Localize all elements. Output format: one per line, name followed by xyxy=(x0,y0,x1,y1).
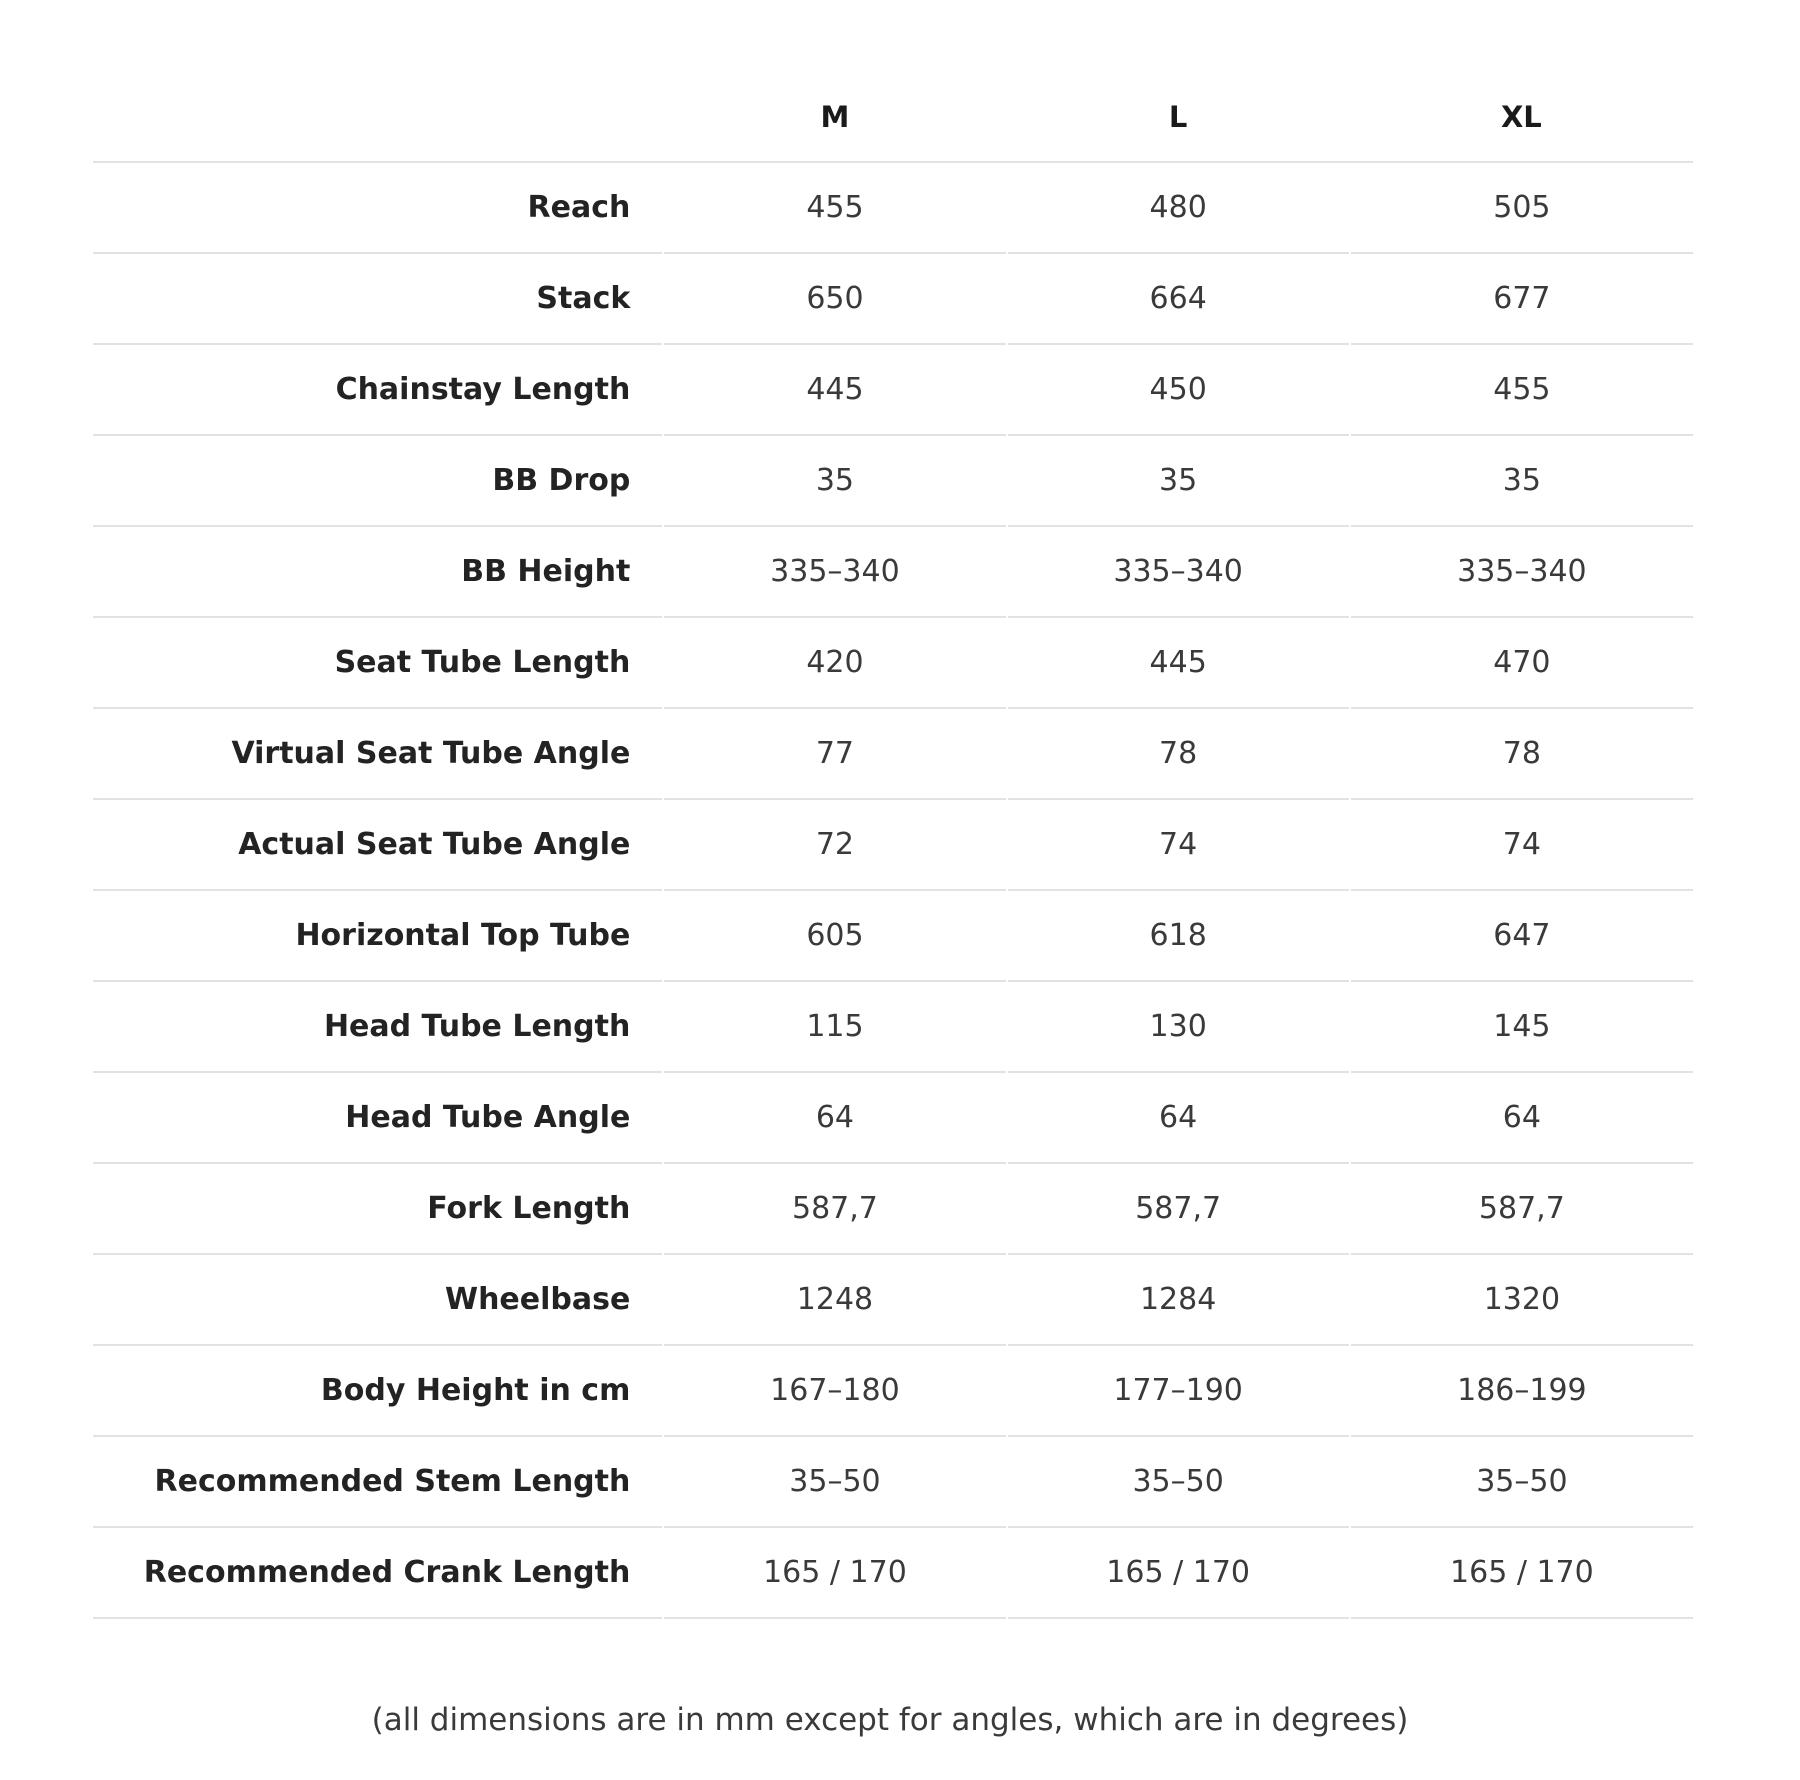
table-row xyxy=(93,890,1693,981)
row-label: BB Drop xyxy=(93,435,663,526)
value-cell-m: 587,7 xyxy=(663,1163,1006,1254)
table-row xyxy=(93,1254,1693,1345)
value-cell-l: 78 xyxy=(1007,708,1350,799)
value-cell-l: 74 xyxy=(1007,799,1350,890)
table-row xyxy=(93,435,1693,526)
row-label: Recommended Stem Length xyxy=(93,1436,663,1527)
value-cell-xl: 647 xyxy=(1350,890,1693,981)
value-cell-l: 1284 xyxy=(1007,1254,1350,1345)
table-row xyxy=(93,708,1693,799)
value-cell-m: 335–340 xyxy=(663,526,1006,617)
value-cell-xl: 145 xyxy=(1350,981,1693,1072)
value-cell-m: 167–180 xyxy=(663,1345,1006,1436)
row-label: Recommended Crank Length xyxy=(93,1527,663,1618)
table-row xyxy=(93,1163,1693,1254)
header-row xyxy=(93,72,1693,162)
table-row xyxy=(93,162,1693,253)
row-label: BB Height xyxy=(93,526,663,617)
value-cell-xl: 78 xyxy=(1350,708,1693,799)
value-cell-m: 605 xyxy=(663,890,1006,981)
row-label: Chainstay Length xyxy=(93,344,663,435)
value-cell-xl: 186–199 xyxy=(1350,1345,1693,1436)
value-cell-m: 64 xyxy=(663,1072,1006,1163)
value-cell-xl: 1320 xyxy=(1350,1254,1693,1345)
value-cell-l: 177–190 xyxy=(1007,1345,1350,1436)
value-cell-m: 165 / 170 xyxy=(663,1527,1006,1618)
value-cell-l: 664 xyxy=(1007,253,1350,344)
value-cell-m: 35 xyxy=(663,435,1006,526)
table-row xyxy=(93,1436,1693,1527)
table-row xyxy=(93,799,1693,890)
header-size-xl: XL xyxy=(1350,72,1693,162)
value-cell-xl: 35–50 xyxy=(1350,1436,1693,1527)
value-cell-m: 455 xyxy=(663,162,1006,253)
header-size-l: L xyxy=(1007,72,1350,162)
value-cell-xl: 587,7 xyxy=(1350,1163,1693,1254)
value-cell-l: 335–340 xyxy=(1007,526,1350,617)
row-label: Head Tube Length xyxy=(93,981,663,1072)
row-label: Stack xyxy=(93,253,663,344)
value-cell-l: 64 xyxy=(1007,1072,1350,1163)
units-footnote: (all dimensions are in mm except for angles, which are in degrees) xyxy=(371,1702,1409,1738)
table-row xyxy=(93,1527,1693,1618)
geometry-table xyxy=(93,72,1693,1619)
row-label: Actual Seat Tube Angle xyxy=(93,799,663,890)
table-row xyxy=(93,981,1693,1072)
value-cell-xl: 35 xyxy=(1350,435,1693,526)
table-row xyxy=(93,253,1693,344)
table-row xyxy=(93,1072,1693,1163)
table-row xyxy=(93,1345,1693,1436)
value-cell-l: 450 xyxy=(1007,344,1350,435)
table-body xyxy=(93,162,1693,1618)
table-row xyxy=(93,344,1693,435)
value-cell-l: 445 xyxy=(1007,617,1350,708)
value-cell-m: 77 xyxy=(663,708,1006,799)
value-cell-m: 420 xyxy=(663,617,1006,708)
geometry-table-container xyxy=(93,72,1693,1619)
value-cell-xl: 64 xyxy=(1350,1072,1693,1163)
value-cell-l: 35–50 xyxy=(1007,1436,1350,1527)
value-cell-xl: 455 xyxy=(1350,344,1693,435)
value-cell-xl: 470 xyxy=(1350,617,1693,708)
value-cell-l: 587,7 xyxy=(1007,1163,1350,1254)
row-label: Body Height in cm xyxy=(93,1345,663,1436)
row-label: Reach xyxy=(93,162,663,253)
value-cell-l: 130 xyxy=(1007,981,1350,1072)
row-label: Fork Length xyxy=(93,1163,663,1254)
value-cell-l: 618 xyxy=(1007,890,1350,981)
value-cell-m: 115 xyxy=(663,981,1006,1072)
value-cell-l: 480 xyxy=(1007,162,1350,253)
row-label: Horizontal Top Tube xyxy=(93,890,663,981)
value-cell-m: 445 xyxy=(663,344,1006,435)
value-cell-xl: 677 xyxy=(1350,253,1693,344)
row-label: Virtual Seat Tube Angle xyxy=(93,708,663,799)
value-cell-xl: 505 xyxy=(1350,162,1693,253)
value-cell-xl: 335–340 xyxy=(1350,526,1693,617)
value-cell-l: 165 / 170 xyxy=(1007,1527,1350,1618)
value-cell-m: 1248 xyxy=(663,1254,1006,1345)
value-cell-m: 35–50 xyxy=(663,1436,1006,1527)
value-cell-l: 35 xyxy=(1007,435,1350,526)
table-row xyxy=(93,526,1693,617)
table-row xyxy=(93,617,1693,708)
value-cell-m: 650 xyxy=(663,253,1006,344)
row-label: Wheelbase xyxy=(93,1254,663,1345)
row-label: Seat Tube Length xyxy=(93,617,663,708)
value-cell-xl: 74 xyxy=(1350,799,1693,890)
value-cell-xl: 165 / 170 xyxy=(1350,1527,1693,1618)
header-size-m: M xyxy=(663,72,1006,162)
header-empty-cell xyxy=(93,72,663,162)
value-cell-m: 72 xyxy=(663,799,1006,890)
row-label: Head Tube Angle xyxy=(93,1072,663,1163)
